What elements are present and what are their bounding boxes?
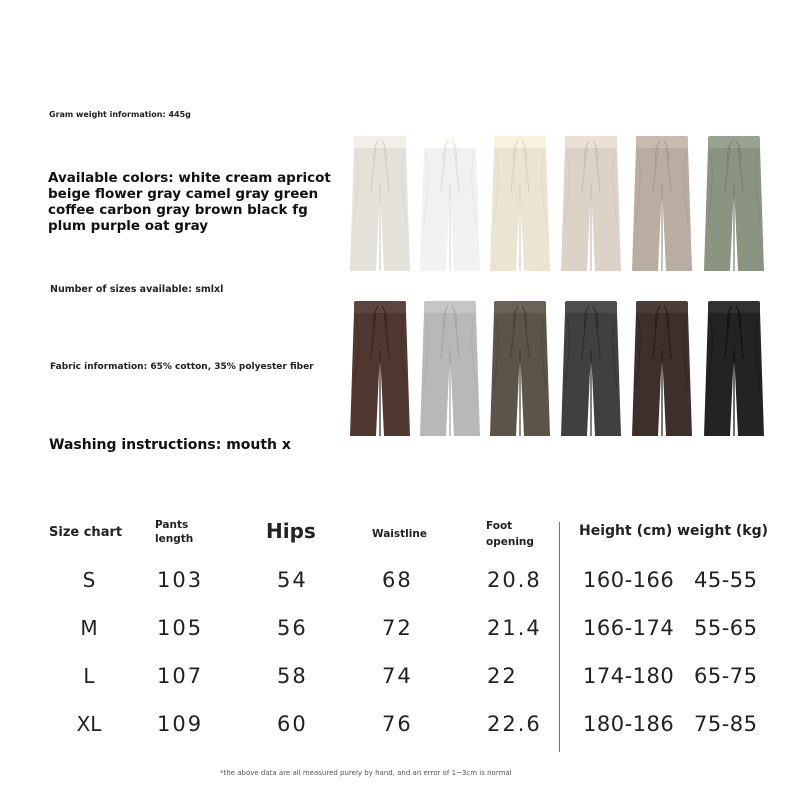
- gram-weight-info: Gram weight information: 445g: [49, 110, 191, 119]
- cell-weight: 55-65: [694, 616, 758, 640]
- header-height-weight: Height (cm) weight (kg): [579, 523, 769, 539]
- cell-size: M: [80, 616, 98, 640]
- fabric-info: Fabric information: 65% cotton, 35% polyester fiber: [50, 362, 314, 372]
- cell-weight: 65-75: [694, 664, 758, 688]
- available-colors-info: Available colors: white cream apricot beige flower gray camel gray green coffee carbon gray brown black fg plum purple oat gray: [48, 170, 331, 234]
- pants-swatch-white: [418, 133, 482, 273]
- header-foot-opening: [486, 518, 546, 550]
- pants-swatch-beige: [559, 133, 623, 273]
- header-size-chart: Size chart: [49, 525, 123, 540]
- footnote: *the above data are all measured purely by hand, and an error of 1~3cm is normal: [220, 769, 512, 777]
- cell-size: S: [82, 568, 96, 592]
- sizes-info: Number of sizes available: smlxl: [50, 284, 224, 295]
- pants-swatch-cream-apricot: [488, 133, 552, 273]
- cell-weight: 75-85: [694, 712, 758, 736]
- header-foot-line2: opening: [486, 536, 534, 548]
- pants-swatch-camel-gray: [630, 133, 694, 273]
- pants-swatch-flower-white: [348, 133, 412, 273]
- pants-swatch-olive-brown: [488, 298, 552, 438]
- cell-foot: 22.6: [487, 712, 542, 736]
- cell-pants: 105: [157, 616, 204, 640]
- cell-waist: 68: [382, 568, 413, 592]
- pants-swatch-flower-gray: [418, 298, 482, 438]
- pants-swatch-carbon-gray: [559, 298, 623, 438]
- header-pants-line1: Pants: [155, 519, 189, 531]
- header-pants-length: [155, 518, 215, 546]
- pants-swatch-brown: [630, 298, 694, 438]
- cell-size: L: [83, 664, 95, 688]
- cell-hips: 60: [277, 712, 308, 736]
- table-divider: [559, 522, 560, 752]
- cell-foot: 21.4: [487, 616, 542, 640]
- header-waistline: Waistline: [372, 528, 427, 540]
- cell-pants: 109: [157, 712, 204, 736]
- cell-hips: 54: [277, 568, 308, 592]
- cell-size: XL: [76, 712, 102, 736]
- cell-height: 166-174: [583, 616, 675, 640]
- cell-foot: 20.8: [487, 568, 542, 592]
- header-foot-line1: Foot: [486, 520, 513, 532]
- cell-weight: 45-55: [694, 568, 758, 592]
- cell-height: 180-186: [583, 712, 675, 736]
- cell-waist: 76: [382, 712, 413, 736]
- cell-pants: 103: [157, 568, 204, 592]
- header-pants-line2: length: [155, 533, 194, 545]
- cell-pants: 107: [157, 664, 204, 688]
- header-hips: Hips: [266, 519, 316, 543]
- cell-height: 174-180: [583, 664, 675, 688]
- pants-swatch-coffee: [348, 298, 412, 438]
- cell-waist: 74: [382, 664, 413, 688]
- cell-height: 160-166: [583, 568, 675, 592]
- cell-waist: 72: [382, 616, 413, 640]
- pants-swatch-black: [702, 298, 766, 438]
- pants-swatch-gray-green: [702, 133, 766, 273]
- cell-foot: 22: [487, 664, 518, 688]
- cell-hips: 56: [277, 616, 308, 640]
- washing-info: Washing instructions: mouth x: [49, 437, 291, 453]
- cell-hips: 58: [277, 664, 308, 688]
